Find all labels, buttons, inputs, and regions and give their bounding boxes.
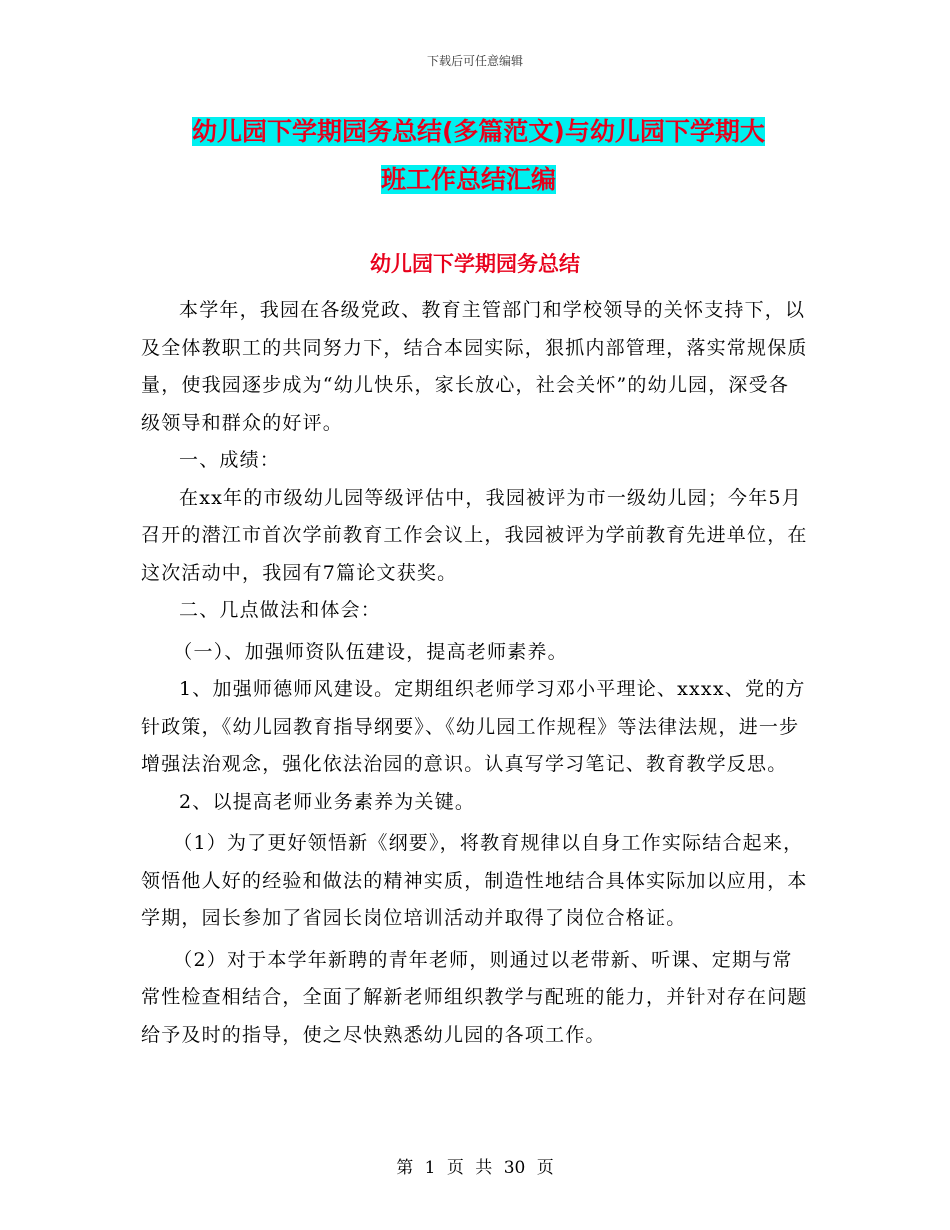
paragraph: （2）对于本学年新聘的青年老师，则通过以老带新、听课、定期与常常性检查相结合，全面了解新老师组织教学与配班的能力，并针对存在问题给予及时的指导，使之尽快熟悉幼儿园的各项工作。 [141,948,808,1046]
document-title-line-2-text: 班工作总结汇编 [381,165,557,194]
body-text [141,292,809,1054]
paragraph: （一）、加强师资队伍建设，提高老师素养。 [173,640,568,663]
document-title-line-2 [192,156,812,204]
document-title-line-1 [192,108,812,156]
paragraph: 2、以提高老师业务素养为关键。 [179,790,476,813]
paragraph: 本学年，我园在各级党政、教育主管部门和学校领导的关怀支持下，以及全体教职工的共同努力下，结合本园实际，狠抓内部管理，落实常规保质量，使我园逐步成为“幼儿快乐，家长放心，社会关怀”的幼儿园，深受各级领导和群众的好评。 [141,299,808,434]
header-note: 下载后可任意编辑 [426,54,523,68]
paragraph: 1、加强师德师风建设。定期组织老师学习邓小平理论、xxxx、党的方针政策，《幼儿园教育指导纲要》、《幼儿园工作规程》等法律法规，进一步增强法治观念，强化依法治园的意识。认真写学习笔记、教育教学反思。 [141,678,806,775]
paragraph: 二、几点做法和体会： [179,599,382,621]
page-footer: 第 1 页 共 30 页 [396,1158,554,1178]
paragraph: （1）为了更好领悟新《纲要》，将教育规律以自身工作实际结合起来，领悟他人好的经验和做法的精神实质，制造性地结合具体实际加以应用，本学期，园长参加了省园长岗位培训活动并取得了岗位合格证。 [141,832,808,929]
paragraph: 一、成绩： [179,449,281,471]
paragraph: 在xx年的市级幼儿园等级评估中，我园被评为市一级幼儿园；今年5月召开的潜江市首次学前教育工作会议上，我园被评为学前教育先进单位，在这次活动中，我园有7篇论文获奖。 [141,486,808,584]
section-title: 幼儿园下学期园务总结 [370,252,580,276]
document-title-line-1-text: 幼儿园下学期园务总结(多篇范文)与幼儿园下学期大 [192,117,765,146]
document-title [192,108,812,204]
